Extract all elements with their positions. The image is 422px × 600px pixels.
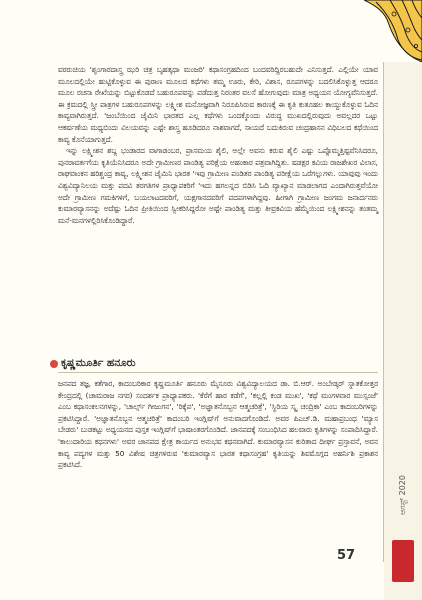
magazine-logo <box>392 540 414 582</box>
issue-date-text: ಆಗಸ್ಟ್ 2020 <box>398 475 407 515</box>
paragraph-2: ಇನ್ನು ಲಕ್ಷ್ಮೀಶನ ಶಬ್ದ ಭಂಡಾರದ ವಾಗಾಡಂಬರ, ಪ್ರಾಸಮಯ ಶೈಲಿ, ಅಲ್ಲೇ ಅವನು ಕರುವ ಶೈಲಿ ಎಷ್ಟು ಒಪ್ಪೊಮ್ಮತ್ತಿಷ್ಟವೆನಿಸಿದರೂ, ಪುನರಾವರ್ತಗೆಯ ಕೃತಿಯೆನಿಸಿದರೂ ಅದೇ ಗ್ರಾಮೀಣರ ಪಾಂಡಿತ್ಯ ಪರಿಕ್ಷೆಯ ಅಹಂಕಾರ ಪತ್ರವಾಗಿದ್ದಿತು. ಷಡಕ್ಷರ ಕವಿಯ ರಾಜಶೇಖರ ವಿಲಾಸ, ರಾಘವಾಂಕನ ಹರಿಶ್ಚಂದ್ರ ಕಾವ್ಯ, ಲಕ್ಷ್ಮೀಶನ ಜೈಮಿನಿ ಭಾರತ 'ಇವು ಗ್ರಾಮೀಣ ಪಂಡಿತರ ಪಾಂಡಿತ್ಯ ಪರೀಕ್ಷೆಯ ಒರೆಗಲ್ಲುಗಳು. ಯಾವುವು ಇಂದು ವಿಶ್ವವಿದ್ಯಾನಿಲಯ ಮತ್ತು ಪದವಿ ತರಗತಿಗಳ ಪ್ರಾಧ್ಯಾಪಕರಿಗೆ 'ಇದು ಹಗಲನ್ನದ ಬಿಡಿಸಿ ಓದಿ ವ್ಯಾಖ್ಯಾನ ಮಾಡಲಾಗದ ಎಂದಾಗಿರುತ್ತವೆಯೋ ಅದೇ ಗ್ರಾಮೀಣ ಗಮಕಿಗಳಿಗೆ, ಬಯಲಾಟದವರಿಗೆ, ಯಕ್ಷಗಾನದವರಿಗೆ ಪದಪಗಳಾಗಿದ್ದವು. ಹೀಗಾಗಿ ಗ್ರಾಮೀಣ ಜಂಗಮ ಜನಾರ್ದನರು ಕುಮಾರವ್ಯಾಸನನ್ನು ಅದೆಷ್ಟು ಓದಿನ ಪ್ರೀತಿಯಿಂದ ಸ್ವೀಕರಿಸಿದ್ದರೋ ಅಷ್ಟೇ ಪಾಂಡಿತ್ಯ ಮತ್ತು ತೀವ್ರಕವಿಯ ಹೆಮ್ಮೆಯಿಂದ ಲಕ್ಷ್ಮೀಶನನ್ನು ತಂತಮ್ಮ ಮನೆ-ಮನಗಳಲ್ಲಿರಿಸಿಕೊಂಡಿದ್ದಾರೆ. <box>58 146 378 225</box>
author-name-heading: ಕೃಷ್ಣಮೂರ್ತಿ ಹನೂರು <box>61 357 136 369</box>
side-divider <box>383 62 384 562</box>
decorative-line-art-icon <box>364 0 422 62</box>
article-body <box>58 64 378 226</box>
author-bio: ಜನಪದ ತಜ್ಞ, ಕತೆಗಾರ, ಕಾದಂಬರಿಕಾರ ಕೃಷ್ಣಮೂರ್ತಿ ಹನೂರು ಮೈಸೂರು ವಿಶ್ವವಿದ್ಯಾಲಯದ ಡಾ. ಬಿ.ಆರ್. ಅಂಬೇಡ್ಕರ್ ಸ್ನಾತಕೋತ್ತರ ಕೇಂದ್ರದಲ್ಲಿ (ಚಾಮರಾಜ ನಗರ) ಸಂದರ್ಶಕ ಪ್ರಾಧ್ಯಾಪಕರು. 'ಕೆರೆಗೆ ಹಾರ ಕಡೆಗೆ', 'ಕಲ್ಲಲ್ಲಿ ಕಂಡ ಮುಖ', 'ಕಥೆ ಮಂಗಳವಾರ ಮುಸ್ಸಂಜೆ' ಎಂಬ ಕಥಾಸಂಕಲನಗಳನ್ನು, 'ಚಾರ್ಲ್ಸ್ ಗೀಜುಗನ', 'ರಿಕ್ಕೆಪ', 'ಅಜ್ಞಾತನೊಬ್ಬನ ಆತ್ಮಚರಿತ್ರೆ', 'ಸ್ಥಿರಿಯ ಸ್ಕೃ ಚಂದ್ರಿಕಾ' ಎಂಬ ಕಾದಂಬರಿಗಳನ್ನು ಪ್ರಕಟಿಸಿದ್ದಾರೆ. 'ಅಜ್ಞಾತನೊಬ್ಬನ ಆತ್ಮಚರಿತ್ರೆ' ಕಾದಂಬರಿ ಇಂಗ್ಲಿಷ್‌ಗೆ ಅನುವಾದಗೊಂಡಿದೆ. ಅವರ ಪಿಎಚ್.ಡಿ. ಮಹಾಪ್ರಬಂಧ 'ಮ್ಯಾಸ ಬೇಡರು' ಬುಡಕಟ್ಟು ಅಧ್ಯಯನದ ಪುಸ್ತಕ ಇಂಗ್ಲಿಷ್‌ಗೆ ಭಾಷಾಂತರಗೊಂಡಿದೆ. ಜಾನಪದಕ್ಕೆ ಸಂಬಂಧಿಸಿದ ಹಲವಾರು ಕೃತಿಗಳನ್ನು ಸಂಪಾದಿಸಿದ್ದಾರೆ. 'ಕಾಲುದಾರಿಯ ಕಥನಗಳು' ಅವರ ಜಾನಪದ ಕ್ಷೇತ್ರ ಕಾರ್ಯದ ಅನುಭವ ಕಥನವಾಗಿದೆ. ಕುಮಾರವ್ಯಾಸನ ಕುರಿತಾದ ದೀರ್ಘ ಪ್ರಸ್ತಾವನೆ, ಅವನ ಕಾವ್ಯ ಪದ್ಯಗಳ ಮತ್ತು 50 ವಿಶೇಷ ಚಿತ್ರಗಳಿರುವ 'ಕುಮಾರವ್ಯಾಸ ಭಾರತ ಕಥಾಸಂಗ್ರಹ' ಕೃತಿಯನ್ನು ಶಿವಮೊಗ್ಗದ ಅಹರ್ನಿಶಿ ಪ್ರಕಾಶನ ಪ್ರಕಟಿಸಿದೆ. <box>58 379 378 470</box>
section-bullet-icon <box>50 360 58 368</box>
page-number: 57 <box>337 548 356 563</box>
issue-date <box>390 455 416 535</box>
author-section-title <box>50 357 136 370</box>
paragraph-1: ವರರುಚಿಯ 'ಶೃಂಗಾರದಾಸ್ತ್ರ ಝರಿ ಚಿತ್ರ ಬೃಹತ್ಕಥಾ ಮಂಜರಿ' ಕಥಾಸಂಗ್ರಹದಿಂದ ಬಂದವರಿದ್ದಿರಬಹುದೇ ಎನಿಸುತ್ತದೆ. ಎಲ್ಲಿಯೇ ಯಾವ ಮೂಲದಲ್ಲಿಯೇ ಹುಟ್ಟಿಕೊಳ್ಳುವ ಈ ಪುರಾಣ ಮೂಲದ ಕಥೆಗಳು ತಮ್ಮ ಊರು, ಕೇರಿ, ವಿಶಾಸ, ರೂಪಗಳನ್ನು ಬದಲಿಸಿಕೊಳ್ಳುತ್ತ ಆದರೂ ಮೂಲ ರಚನಾ ರೇಖೆಯನ್ನು ಬಿಟ್ಟುಕೊಡದೆ ಬಹುರೂಪವನ್ನು ಪಡೆದುತ್ತ ನಿರಂತರ ವಲಸೆ ಹೋಗುವುದು ಮಾತ್ರ ಅಧ್ಯಯನ ಯೋಗ್ಯವೆನಿಸುತ್ತದೆ. ಈ ಕ್ರಮದಲ್ಲಿ ಸ್ತ್ರೀ ಪಾತ್ರಗಳ ಬಹುರೂಪಗಳನ್ನು ಲಕ್ಷ್ಮೀಶ ಮನೋಜ್ಞವಾಗಿ ನಿರೂಪಿಸಿರುವ ಕಾರಣಕ್ಕೆ ಈ ಕೃತಿ ಕುತೂಹಲ ಕಾಯ್ದುಕೊಳ್ಳುವ ಓದಿನ ಕಾವ್ಯವಾಗಿರುತ್ತದೆ. 'ಜಂಬೆಯಿಂದ ಜೈಮಿನಿ ಭಾರತದ ಎಲ್ಲ ಕಥೆಗಳು ಒಂದಕ್ಕೊಂದು ವಿರುದ್ಧ ಮುಖದಲ್ಲಿರುವುದು ಅವಲ್ಲದರ ಒಟ್ಟು ಆಕರ್ಷಣೆಯ ಮಧ್ಯಬಿಂದು ವಿಲಯವನ್ನು ಎಷ್ಟೇ ಶಾಸ್ತ್ರ ಹೂಡಿದರೂ ನಾಶವಾಗದೆ, ಸಾಯದೆ ಬದುಕಿರುವ ಚಂದ್ರಹಾಸನ ವಿಧಿಬಲದ ಕಥೆಯಿಂದ ಕಾವ್ಯ ಕೊನೆಯಾಗುತ್ತದೆ. <box>58 65 378 144</box>
section-divider <box>58 372 378 373</box>
